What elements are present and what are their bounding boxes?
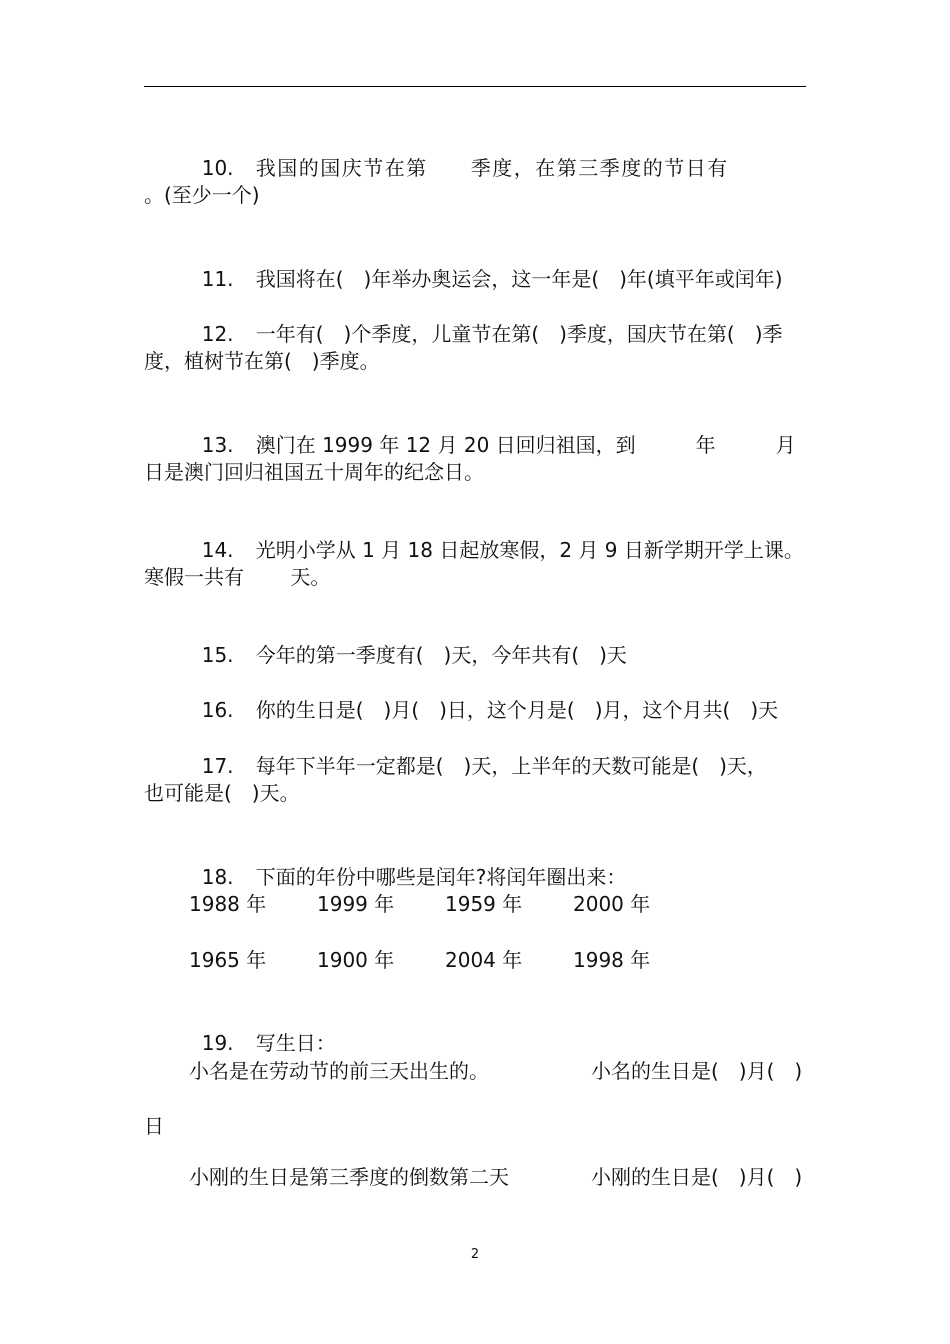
question-text: 今年的第一季度有( )天，今年共有( )天 <box>255 643 627 667</box>
question-text: 每年下半年一定都是( )天，上半年的天数可能是( )天， <box>255 754 767 778</box>
question-text: 写生日： <box>255 1031 336 1055</box>
question-text: 你的生日是( )月( )日，这个月是( )月，这个月共( )天 <box>255 698 779 722</box>
year-option[interactable]: 1988 年 <box>189 892 267 916</box>
question-text: 一年有( )个季度，儿童节在第( )季度，国庆节在第( )季 <box>255 322 783 346</box>
question-number: 19. <box>201 1031 234 1055</box>
question-10-continuation: 。(至少一个) <box>144 183 260 207</box>
question-number: 15. <box>201 643 234 667</box>
question-number: 12. <box>201 322 234 346</box>
question-text: 我国的国庆节在第 季度，在第三季度的节日有 <box>255 156 729 180</box>
question-number: 16. <box>201 698 234 722</box>
question-11 <box>189 237 783 293</box>
birthday-a-statement: 小名是在劳动节的前三天出生的。 <box>189 1059 489 1083</box>
year-option[interactable]: 2004 年 <box>445 948 523 972</box>
page-number: 2 <box>470 1247 480 1262</box>
year-option[interactable]: 1998 年 <box>573 948 651 972</box>
year-option[interactable]: 1965 年 <box>189 948 267 972</box>
question-text: 澳门在 1999 年 12 月 20 日回归祖国，到 年 月 <box>255 433 796 457</box>
question-number: 17. <box>201 754 234 778</box>
question-text: 我国将在( )年举办奥运会，这一年是( )年(填平年或闰年) <box>255 267 783 291</box>
question-13-continuation: 日是澳门回归祖国五十周年的纪念日。 <box>144 460 484 484</box>
question-text: 光明小学从 1 月 18 日起放寒假，2 月 9 日新学期开学上课。 <box>255 538 804 562</box>
question-number: 14. <box>201 538 234 562</box>
header-rule <box>144 86 806 87</box>
year-option[interactable]: 2000 年 <box>573 892 651 916</box>
question-18 <box>189 835 626 891</box>
question-14 <box>189 508 804 564</box>
year-option[interactable]: 1900 年 <box>317 948 395 972</box>
question-13 <box>189 403 796 459</box>
question-17-continuation: 也可能是( )天。 <box>144 781 300 805</box>
birthday-a-continuation: 日 <box>144 1114 164 1138</box>
question-number: 11. <box>201 267 234 291</box>
question-12-continuation: 度，植树节在第( )季度。 <box>144 349 380 373</box>
birthday-b-statement: 小刚的生日是第三季度的倒数第二天 <box>189 1165 509 1189</box>
question-14-continuation: 寒假一共有 天。 <box>144 565 331 589</box>
question-10 <box>189 126 729 182</box>
birthday-b-answer: 小刚的生日是( )月( ) <box>591 1165 803 1189</box>
question-19 <box>189 1001 336 1057</box>
question-16 <box>189 668 778 724</box>
question-number: 10. <box>201 156 234 180</box>
question-12 <box>189 292 783 348</box>
question-number: 13. <box>201 433 234 457</box>
birthday-a-answer: 小名的生日是( )月( ) <box>591 1059 803 1083</box>
question-number: 18. <box>201 865 234 889</box>
question-17 <box>189 724 767 780</box>
question-15 <box>189 613 627 669</box>
year-option[interactable]: 1999 年 <box>317 892 395 916</box>
question-text: 下面的年份中哪些是闰年?将闰年圈出来： <box>255 865 627 889</box>
year-option[interactable]: 1959 年 <box>445 892 523 916</box>
